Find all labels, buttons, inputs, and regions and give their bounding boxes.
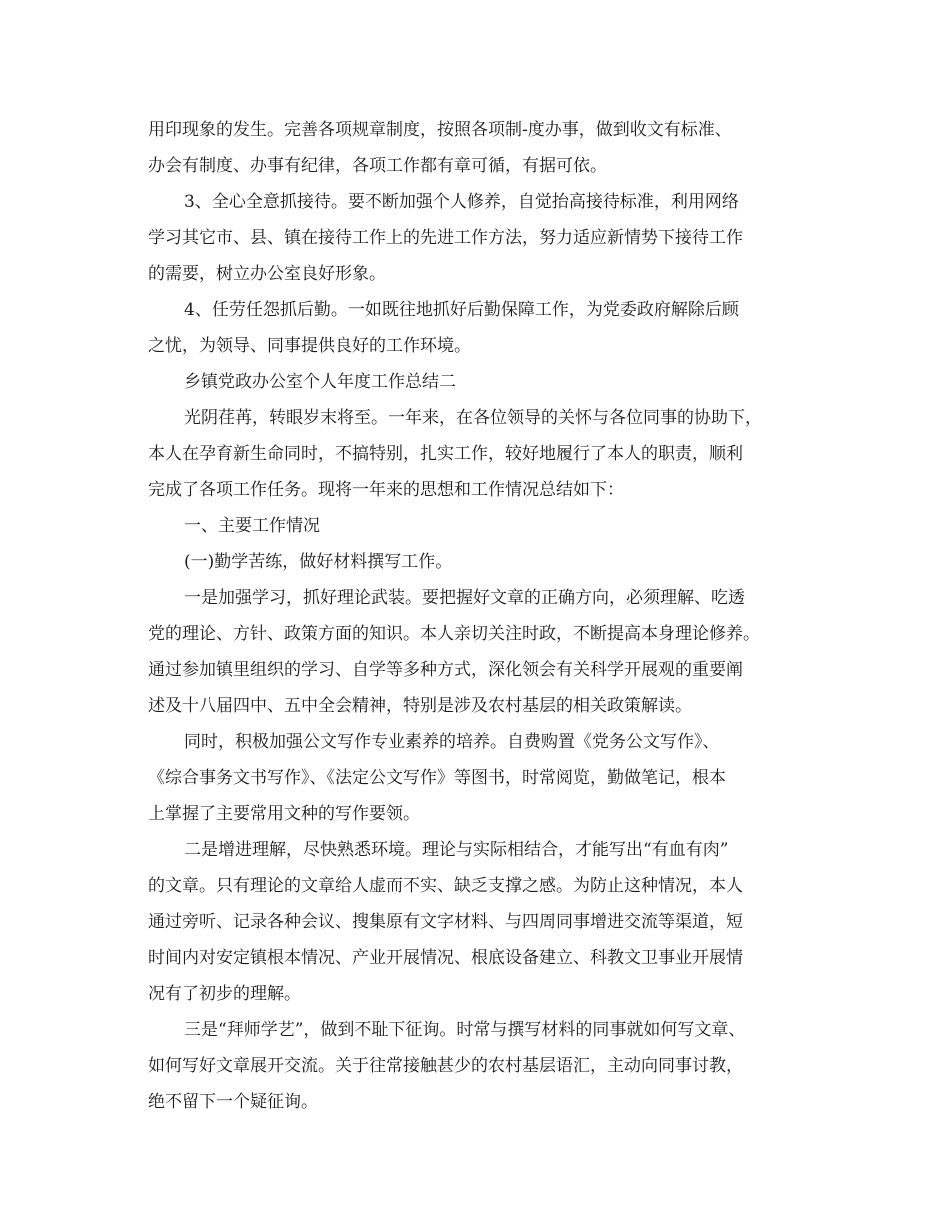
text-line: 办会有制度、办事有纪律，各项工作都有章可循，有据可依。 (148, 156, 607, 176)
text-line: 同时，积极加强公文写作专业素养的培养。自费购置《党务公文写作》、 (184, 732, 720, 752)
text-line: 完成了各项工作任务。现将一年来的思想和工作情况总结如下： (148, 480, 624, 500)
text-line: 况有了初步的理解。 (148, 984, 301, 1004)
text-line: 之忧，为领导、同事提供良好的工作环境。 (148, 336, 471, 356)
text-line: 《综合事务文书写作》、《法定公文写作》等图书，时常阅览，勤做笔记，根本 (148, 768, 726, 788)
text-line: 4、任劳任怨抓后勤。一如既往地抓好后勤保障工作，为党委政府解除后顾 (184, 300, 739, 320)
text-line: 三是“拜师学艺”，做到不耻下征询。时常与撰写材料的同事就如何写文章、 (184, 1020, 746, 1040)
text-line: 二是增进理解，尽快熟悉环境。理论与实际相结合，才能写出“有血有肉” (184, 840, 729, 860)
text-line: 3、全心全意抓接待。要不断加强个人修养，自觉抬高接待标准，利用网络 (184, 192, 739, 212)
text-line: 上掌握了主要常用文种的写作要领。 (148, 804, 420, 824)
text-line: 学习其它市、县、镇在接待工作上的先进工作方法，努力适应新情势下接待工作 (148, 228, 743, 248)
text-line: 通过参加镇里组织的学习、自学等多种方式，深化领会有关科学开展观的重要阐 (148, 660, 743, 680)
section-heading: 一、主要工作情况 (184, 516, 320, 536)
text-line: 用印现象的发生。完善各项规章制度，按照各项制-度办事，做到收文有标准、 (148, 120, 732, 140)
text-line: 绝不留下一个疑征询。 (148, 1092, 318, 1112)
text-line: 光阴荏苒，转眼岁末将至。一年来，在各位领导的关怀与各位同事的协助下， (184, 408, 762, 428)
text-line: 通过旁听、记录各种会议、搜集原有文字材料、与四周同事增进交流等渠道，短 (148, 912, 743, 932)
text-line: 党的理论、方针、政策方面的知识。本人亲切关注时政，不断提高本身理论修养。 (148, 624, 760, 644)
section-heading: 乡镇党政办公室个人年度工作总结二 (184, 372, 456, 392)
text-line: 的文章。只有理论的文章给人虚而不实、缺乏支撑之感。为防止这种情况，本人 (148, 876, 743, 896)
subsection-heading: (一)勤学苦练，做好材料撰写工作。 (184, 552, 453, 572)
text-line: 述及十八届四中、五中全会精神，特别是涉及农村基层的相关政策解读。 (148, 696, 692, 716)
text-line: 时间内对安定镇根本情况、产业开展情况、根底设备建立、科教文卫事业开展情 (148, 948, 743, 968)
text-line: 一是加强学习，抓好理论武装。要把握好文章的正确方向，必须理解、吃透 (184, 588, 745, 608)
text-line: 如何写好文章展开交流。关于往常接触甚少的农村基层语汇，主动向同事讨教， (148, 1056, 743, 1076)
text-line: 本人在孕育新生命同时，不搞特别，扎实工作，较好地履行了本人的职责，顺利 (148, 444, 743, 464)
text-line: 的需要，树立办公室良好形象。 (148, 264, 386, 284)
